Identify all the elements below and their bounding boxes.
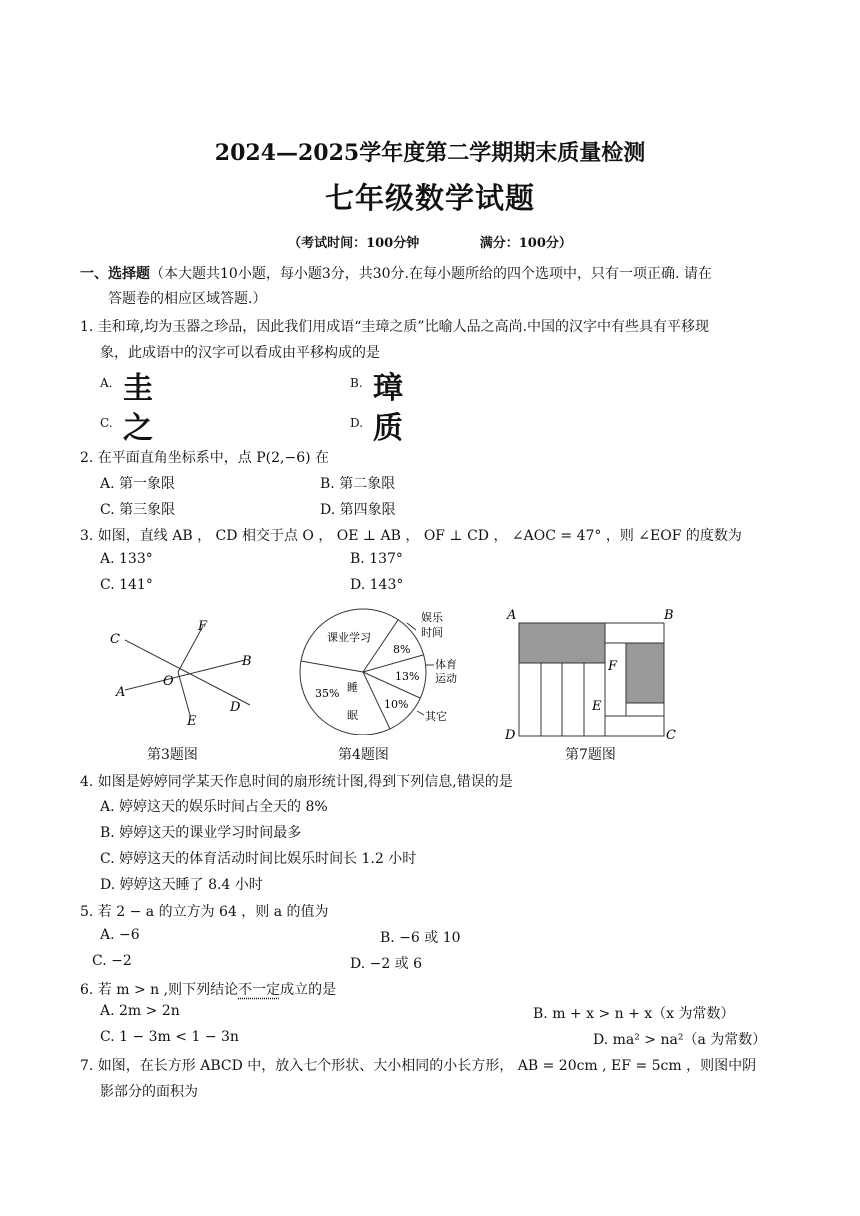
pie-label-study: 课业学习 — [327, 631, 371, 644]
q4-option-b: B. 婷婷这天的课业学习时间最多 — [100, 825, 302, 841]
exam-score: 满分：100分） — [479, 236, 572, 251]
q2-option-a: A. 第一象限 — [100, 476, 176, 492]
q1-option-b-label: B. — [350, 376, 363, 390]
pie-label-p13: 13% — [395, 670, 420, 683]
q2-option-d: D. 第四象限 — [320, 502, 396, 518]
q5-option-b: B. −6 或 10 — [380, 930, 461, 946]
q6-stem-post: 成立的是 — [280, 982, 337, 998]
q3-option-c: C. 141° — [100, 577, 153, 593]
q1-option-c: 之 — [123, 411, 153, 446]
q5-option-d: D. −2 或 6 — [350, 956, 423, 972]
section-intro — [80, 263, 712, 283]
fig7-label-a: A — [507, 608, 517, 623]
fig7-label-b: B — [664, 608, 674, 623]
figure-4-caption: 第4题图 — [338, 747, 389, 763]
q3-option-b: B. 137° — [350, 551, 403, 567]
q2-option-c: C. 第三象限 — [100, 502, 176, 518]
exam-info — [0, 232, 860, 251]
q6-option-c: C. 1 − 3m < 1 − 3n — [100, 1029, 239, 1045]
fig3-label-c: C — [110, 632, 120, 647]
q1-option-d: 质 — [373, 411, 403, 446]
q3-option-a: A. 133° — [100, 551, 153, 567]
q4-option-a: A. 婷婷这天的娱乐时间占全天的 8% — [100, 799, 328, 815]
pie-leader-other — [417, 711, 424, 715]
q7-line2: 影部分的面积为 — [100, 1084, 198, 1100]
q5-option-a: A. −6 — [100, 927, 140, 943]
q6-stem-pre: 6. 若 m > n ,则下列结论 — [80, 982, 239, 998]
figure-7-rectangle — [500, 600, 690, 745]
figure-3-lines — [100, 610, 270, 740]
pie-label-p10: 10% — [384, 698, 409, 711]
exam-title: 2024—2025学年度第二学期期末质量检测 — [214, 140, 646, 166]
q1-option-d-label: D. — [350, 416, 364, 430]
pie-label-fun-1: 娱乐 — [421, 611, 443, 624]
pie-label-fun-2: 时间 — [421, 626, 443, 639]
q7-line1: 7. 如图，在长方形 ABCD 中，放入七个形状、大小相同的小长方形， AB = 20cm , EF = 5cm ，则图中阴 — [80, 1058, 757, 1074]
pie-label-sleep-2: 眠 — [347, 709, 358, 722]
section-heading: 一、选择题 — [80, 266, 150, 282]
pie-divider-study-sleep — [301, 661, 363, 672]
q1-option-b: 璋 — [373, 371, 403, 406]
pie-label-other: 其它 — [425, 710, 447, 723]
fig7-label-d: D — [505, 728, 516, 743]
q1-option-a-label: A. — [100, 376, 113, 390]
fig3-label-b: B — [242, 654, 252, 669]
exam-subtitle: 七年级数学试题 — [324, 181, 535, 215]
fig3-label-o: O — [163, 674, 174, 689]
pie-label-pe-2: 运动 — [435, 672, 457, 685]
fig7-label-c: C — [666, 728, 676, 743]
q4-option-c: C. 婷婷这天的体育活动时间比娱乐时间长 1.2 小时 — [100, 851, 417, 867]
q1-line1: 1. 圭和璋,均为玉器之珍品，因此我们用成语“圭璋之质”比喻人品之高尚.中国的汉字中有些具有平移现 — [80, 319, 710, 335]
q6-stem — [80, 979, 336, 999]
fig3-label-f: F — [198, 619, 208, 634]
exam-time: （考试时间：100分钟 — [288, 236, 420, 251]
q4-stem: 4. 如图是婷婷同学某天作息时间的扇形统计图,得到下列信息,错误的是 — [80, 774, 513, 790]
q2-option-b: B. 第二象限 — [320, 476, 396, 492]
q2-stem: 2. 在平面直角坐标系中，点 P(2,−6) 在 — [80, 450, 330, 466]
section-instruction-1: （本大题共10小题，每小题3分，共30分.在每小题所给的四个选项中，只有一项正确. 请在 — [150, 266, 712, 282]
q6-option-a: A. 2m > 2n — [100, 1003, 180, 1019]
q3-stem: 3. 如图，直线 AB ， CD 相交于点 O ， OE ⊥ AB ， OF ⊥ CD ， ∠AOC = 47° ，则 ∠EOF 的度数为 — [80, 528, 742, 544]
fig7-label-e: E — [592, 699, 602, 714]
figure-7-caption: 第7题图 — [565, 747, 616, 763]
fig3-label-a: A — [116, 685, 126, 700]
q1-option-c-label: C. — [100, 416, 113, 430]
fig3-label-e: E — [187, 714, 197, 729]
q3-option-d: D. 143° — [350, 577, 404, 593]
fig7-label-f: F — [608, 659, 618, 674]
fig3-label-d: D — [230, 700, 241, 715]
q6-option-b: B. m + x > n + x（x 为常数） — [533, 1006, 735, 1022]
q6-option-d: D. ma² > na²（a 为常数） — [593, 1032, 767, 1048]
q1-option-a: 圭 — [123, 371, 153, 406]
pie-label-p35: 35% — [315, 687, 340, 700]
section-instruction-2: 答题卷的相应区域答题.） — [108, 291, 267, 307]
pie-label-pe-1: 体育 — [435, 658, 457, 671]
q5-stem: 5. 若 2 − a 的立方为 64 ，则 a 的值为 — [80, 904, 329, 920]
shaded-region-right — [626, 643, 664, 703]
q1-line2: 象，此成语中的汉字可以看成由平移构成的是 — [100, 345, 380, 361]
q4-option-d: D. 婷婷这天睡了 8.4 小时 — [100, 877, 263, 893]
shaded-region-top — [519, 623, 605, 663]
q5-option-c: C. −2 — [92, 953, 132, 969]
q6-stem-emphasis: 不一定 — [238, 982, 281, 998]
pie-label-p8: 8% — [393, 643, 411, 656]
pie-label-sleep-1: 睡 — [347, 681, 358, 694]
figure-4-pie-chart — [295, 605, 465, 735]
figure-3-caption: 第3题图 — [147, 747, 198, 763]
